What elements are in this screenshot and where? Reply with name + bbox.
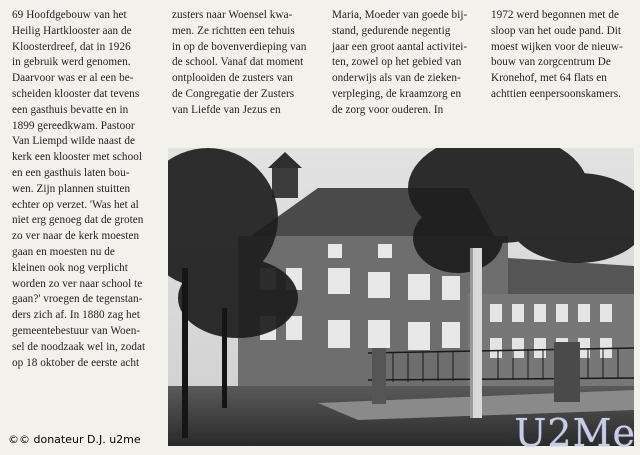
building-photo — [168, 148, 634, 446]
page-number: 69 — [12, 9, 24, 21]
text-column-3: Maria, Moeder van goede bij- stand, gedurende negentig jaar een groot aantal activitei- ten, zowel op het gebied van onderwijs als van de zieken- verpleging, de kraamzorg en de zorg voor ouderen. In — [332, 9, 468, 116]
column-1-text: Hoofdgebouw van het Heilig Hartklooster aan de Kloosterdreef, dat in 1926 in gebruik werd genomen. Daarvoor was er al een be- scheiden klooster dat tevens een gasthuis bevatte en in 1899 gereedkwam. Pastoor Van Liempd wilde naast de kerk een klooster met school en een gasthuis laten bou- wen. Zijn plannen stuitten echter op verzet. 'Was het al niet erg genoeg dat de groten zo ver naar de kerk moesten gaan en moesten nu de kleinen ook nog verplicht worden zo ver naar school te gaan?' vroegen de tegenstan- ders zich af. In 1880 zag het gemeentebestuur van Woen- sel de noodzaak wel in, zodat op 18 oktober de eerste acht — [12, 9, 146, 369]
u2me-watermark: U2Me — [514, 411, 636, 455]
text-column-1 — [12, 8, 162, 371]
text-column-4: 1972 werd begonnen met de sloop van het oude pand. Dit moest wijken voor de nieuw- bouw van zorgcentrum De Kronehof, met 64 flats en achttien eenpersoonskamers. — [491, 9, 623, 100]
photo-credit: ©© donateur D.J. u2me — [8, 433, 141, 446]
text-column-2: zusters naar Woensel kwa- men. Ze richtten een tehuis in op de bovenverdieping van de school. Vanaf dat moment ontplooiden de zusters van de Congregatie der Zusters van Liefde van Jezus en — [172, 9, 307, 116]
